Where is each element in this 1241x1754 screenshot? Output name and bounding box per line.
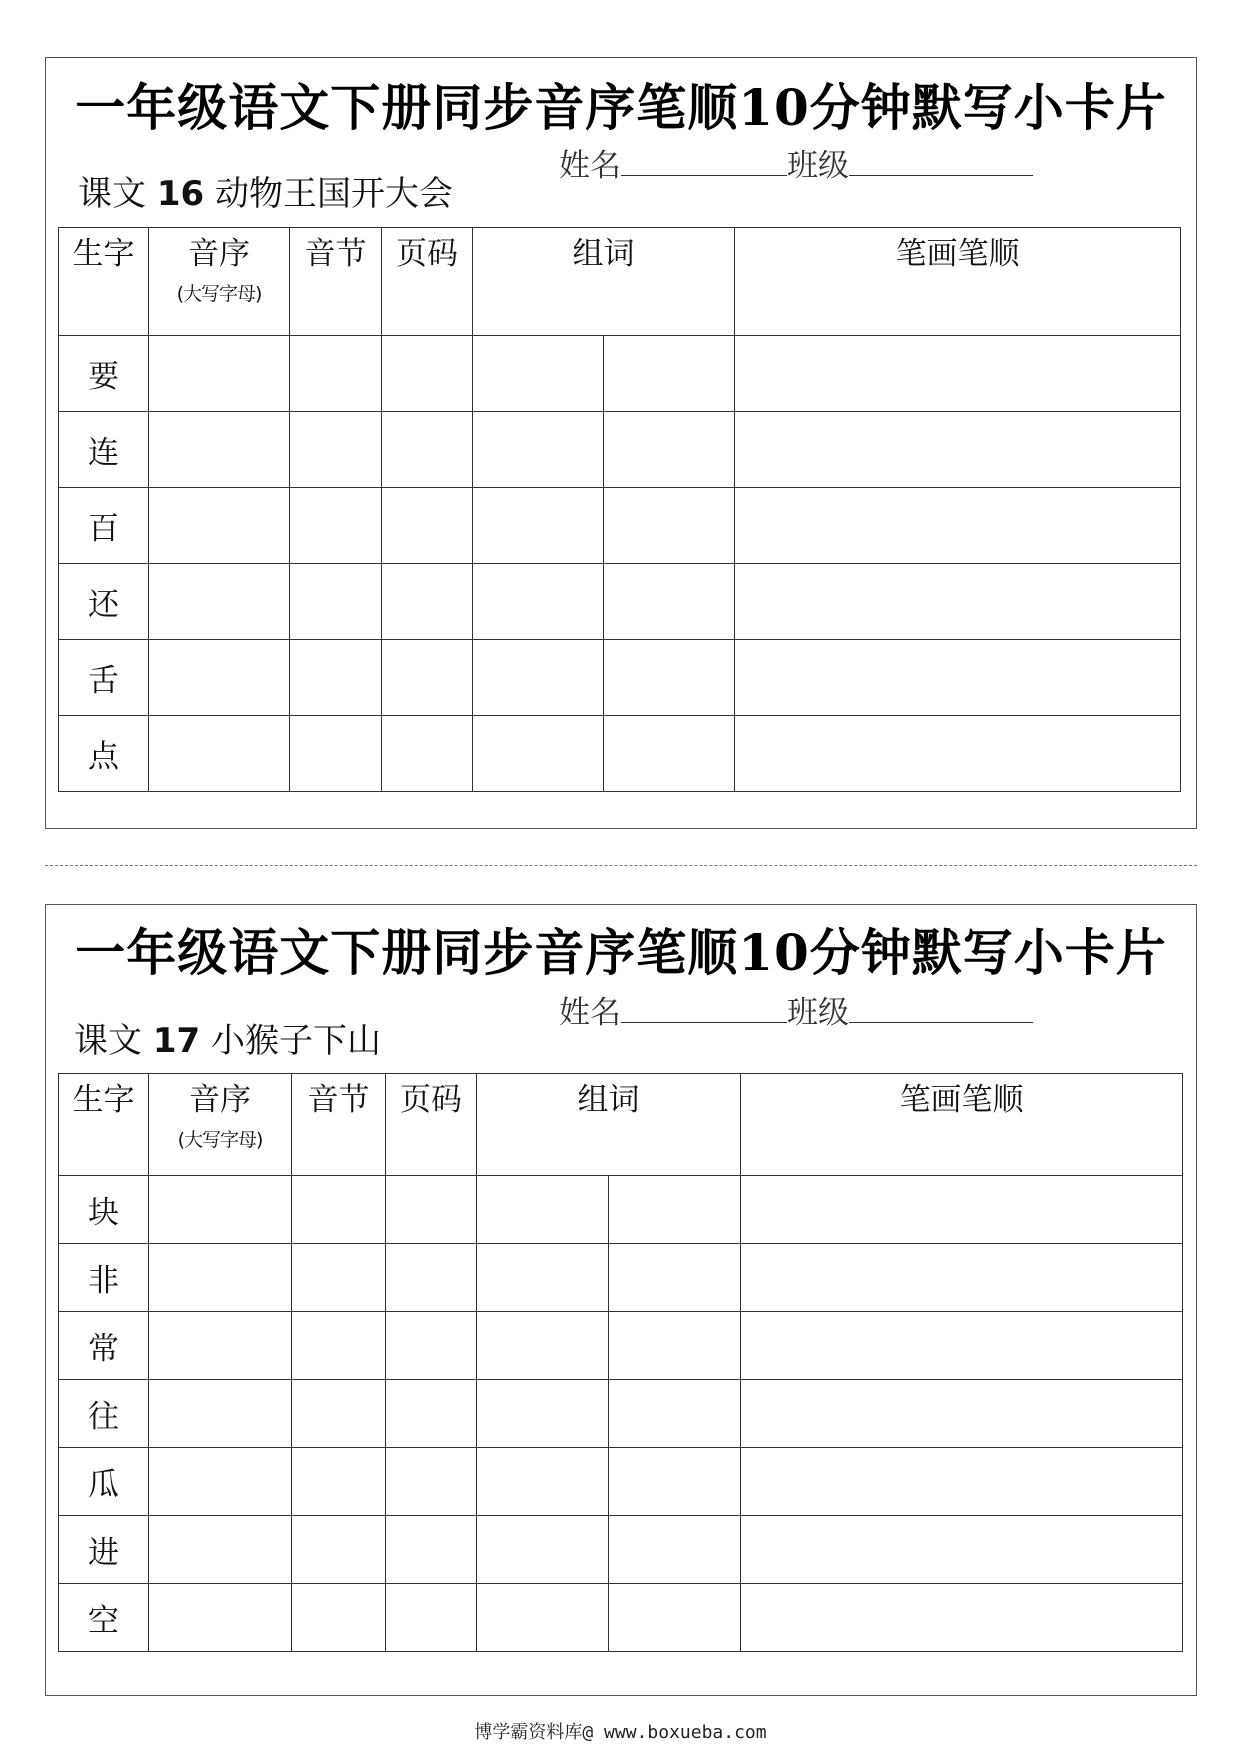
page-cell[interactable] [382,716,473,792]
table-row [59,1176,1183,1244]
syllable-cell[interactable] [292,1448,386,1516]
word-cell-1[interactable] [473,488,604,564]
word-cell-2[interactable] [609,1448,741,1516]
header-order: 音序 (大写字母) [149,1074,292,1176]
word-cell-2[interactable] [604,336,735,412]
lesson-name: 动物王国开大会 [214,174,453,214]
header-order: 音序 (大写字母) [149,228,290,336]
footer-watermark: 博学霸资料库@ www.boxueba.com [474,1722,767,1743]
word-cell-2[interactable] [609,1380,741,1448]
strokes-cell[interactable] [741,1516,1183,1584]
strokes-cell[interactable] [741,1176,1183,1244]
syllable-cell[interactable] [292,1176,386,1244]
page-cell[interactable] [386,1516,477,1584]
strokes-cell[interactable] [735,564,1181,640]
syllable-cell[interactable] [292,1516,386,1584]
word-cell-2[interactable] [609,1516,741,1584]
table-row [59,564,1181,640]
header-char: 生字 [59,228,149,336]
word-cell-2[interactable] [609,1176,741,1244]
order-cell[interactable] [149,564,290,640]
header-syllable: 音节 [292,1074,386,1176]
name-class-bar [559,140,1033,185]
word-cell-1[interactable] [473,564,604,640]
lesson-heading [74,1013,381,1062]
class-blank[interactable] [849,147,1033,176]
strokes-cell[interactable] [741,1244,1183,1312]
char-cell: 连 [59,412,149,488]
lesson-heading [78,166,453,215]
dictation-card-17 [45,904,1197,1696]
word-cell-1[interactable] [473,412,604,488]
word-cell-1[interactable] [477,1380,609,1448]
char-cell: 瓜 [59,1448,149,1516]
word-cell-2[interactable] [604,488,735,564]
class-label: 班级 [787,148,849,184]
order-cell[interactable] [149,1584,292,1652]
name-class-bar [559,987,1033,1032]
order-cell[interactable] [149,1380,292,1448]
word-cell-1[interactable] [473,336,604,412]
order-cell[interactable] [149,488,290,564]
order-cell[interactable] [149,1516,292,1584]
header-order-note: (大写字母) [177,1129,263,1151]
order-cell[interactable] [149,412,290,488]
table-row [59,716,1181,792]
dictation-table [58,227,1181,792]
header-strokes: 笔画笔顺 [735,228,1181,336]
table-row [59,412,1181,488]
header-words: 组词 [473,228,735,336]
syllable-cell[interactable] [290,716,382,792]
char-cell: 常 [59,1312,149,1380]
word-cell-1[interactable] [477,1516,609,1584]
syllable-cell[interactable] [292,1244,386,1312]
page-cell[interactable] [386,1176,477,1244]
table-header-row [59,228,1181,336]
page-cell[interactable] [386,1312,477,1380]
table-row [59,336,1181,412]
strokes-cell[interactable] [735,336,1181,412]
name-blank[interactable] [621,147,787,176]
header-page: 页码 [386,1074,477,1176]
table-row [59,640,1181,716]
word-cell-1[interactable] [477,1244,609,1312]
order-cell[interactable] [149,716,290,792]
char-cell: 非 [59,1244,149,1312]
strokes-cell[interactable] [741,1448,1183,1516]
page-cell[interactable] [386,1244,477,1312]
dictation-table [58,1073,1183,1652]
char-cell: 进 [59,1516,149,1584]
order-cell[interactable] [149,1244,292,1312]
class-blank[interactable] [849,994,1033,1023]
order-cell[interactable] [149,640,290,716]
char-cell: 舌 [59,640,149,716]
lesson-number: 16 [156,174,205,214]
word-cell-2[interactable] [604,412,735,488]
dictation-card-16 [45,57,1197,829]
lesson-number: 17 [152,1021,201,1061]
order-cell[interactable] [149,1176,292,1244]
char-cell: 百 [59,488,149,564]
card-title: 一年级语文下册同步音序笔顺10分钟默写小卡片 [75,923,1167,982]
syllable-cell[interactable] [290,412,382,488]
page-cell[interactable] [382,488,473,564]
table-row [59,1312,1183,1380]
class-label: 班级 [787,995,849,1031]
header-strokes: 笔画笔顺 [741,1074,1183,1176]
word-cell-2[interactable] [604,564,735,640]
char-cell: 往 [59,1380,149,1448]
strokes-cell[interactable] [735,640,1181,716]
order-cell[interactable] [149,1448,292,1516]
char-cell: 块 [59,1176,149,1244]
page-cell[interactable] [382,412,473,488]
word-cell-2[interactable] [604,640,735,716]
page-cell[interactable] [386,1584,477,1652]
char-cell: 要 [59,336,149,412]
syllable-cell[interactable] [292,1312,386,1380]
lesson-name: 小猴子下山 [210,1021,381,1061]
word-cell-2[interactable] [609,1584,741,1652]
table-row [59,1380,1183,1448]
header-char: 生字 [59,1074,149,1176]
page-cell[interactable] [382,640,473,716]
char-cell: 空 [59,1584,149,1652]
strokes-cell[interactable] [735,716,1181,792]
strokes-cell[interactable] [735,488,1181,564]
header-order-note: (大写字母) [176,283,262,305]
word-cell-1[interactable] [477,1584,609,1652]
syllable-cell[interactable] [292,1584,386,1652]
cut-line [45,865,1197,866]
syllable-cell[interactable] [292,1380,386,1448]
lesson-prefix: 课文 [78,174,146,214]
word-cell-1[interactable] [473,716,604,792]
table-row [59,1244,1183,1312]
strokes-cell[interactable] [741,1380,1183,1448]
name-blank[interactable] [621,994,787,1023]
order-cell[interactable] [149,336,290,412]
header-words: 组词 [477,1074,741,1176]
table-row [59,1448,1183,1516]
order-cell[interactable] [149,1312,292,1380]
page-cell[interactable] [382,336,473,412]
word-cell-2[interactable] [604,716,735,792]
word-cell-1[interactable] [473,640,604,716]
syllable-cell[interactable] [290,564,382,640]
page-cell[interactable] [386,1448,477,1516]
syllable-cell[interactable] [290,488,382,564]
strokes-cell[interactable] [741,1584,1183,1652]
header-syllable: 音节 [290,228,382,336]
strokes-cell[interactable] [741,1312,1183,1380]
table-row [59,1516,1183,1584]
name-label: 姓名 [559,148,621,184]
name-label: 姓名 [559,995,621,1031]
word-cell-2[interactable] [609,1244,741,1312]
char-cell: 点 [59,716,149,792]
strokes-cell[interactable] [735,412,1181,488]
char-cell: 还 [59,564,149,640]
lesson-prefix: 课文 [74,1021,142,1061]
word-cell-1[interactable] [477,1312,609,1380]
word-cell-1[interactable] [477,1448,609,1516]
table-header-row [59,1074,1183,1176]
header-page: 页码 [382,228,473,336]
page-cell[interactable] [386,1380,477,1448]
card-title: 一年级语文下册同步音序笔顺10分钟默写小卡片 [75,78,1167,137]
syllable-cell[interactable] [290,640,382,716]
word-cell-1[interactable] [477,1176,609,1244]
word-cell-2[interactable] [609,1312,741,1380]
syllable-cell[interactable] [290,336,382,412]
page-cell[interactable] [382,564,473,640]
table-row [59,488,1181,564]
table-row [59,1584,1183,1652]
